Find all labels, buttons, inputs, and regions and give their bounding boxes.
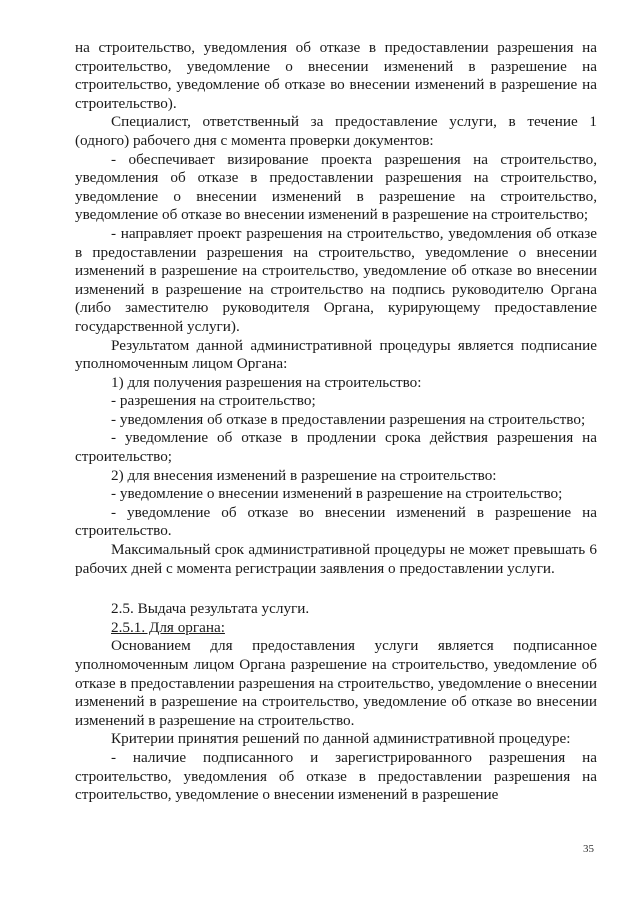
list-item: - уведомление об отказе во внесении изменений в разрешение на строительство. [75,503,597,540]
document-page [75,39,597,805]
list-item: - наличие подписанного и зарегистрированного разрешения на строительство, уведомления об отказе в предоставлении разрешения на строительство, уведомление о внесении изменений в разрешение [75,748,597,804]
paragraph: на строительство, уведомления об отказе в предоставлении разрешения на строительство, уведомление о внесении изменений в разрешение на строительство, уведомление об отказе во внесении изменений в разрешение на строительство). [75,39,597,112]
spacer [75,578,597,600]
paragraph: Максимальный срок административной процедуры не может превышать 6 рабочих дней с момента регистрации заявления о предоставлении услуги. [75,541,597,577]
list-item: - обеспечивает визирование проекта разрешения на строительство, уведомления об отказе в предоставлении разрешения на строительство, уведомление о внесении изменений в разрешение на строительство, уведомление об отказе во внесении изменений в разрешение на строительство; [75,150,597,224]
subsection-heading [75,619,597,638]
list-item: - уведомление об отказе в продлении срока действия разрешения на строительство; [75,429,597,466]
list-heading: 2) для внесения изменений в разрешение на строительство: [111,466,497,484]
page-number: 35 [583,843,594,855]
top-text-block [75,39,597,578]
list-item: - направляет проект разрешения на строительство, уведомления об отказе в предоставлении разрешения на строительство, уведомление о внесении изменений в разрешение на строительство, уведомление об отказе во внесении изменений в разрешение на строительство на подпись руководителю Органа (либо заместителю руководителя Органа, курирующему предоставление государственной услуги). [75,224,597,335]
paragraph: Основанием для предоставления услуги является подписанное уполномоченным лицом Органа разрешение на строительство, уведомление об отказе в предоставлении разрешения на строительство, уведомление о внесении изменений в разрешение на строительство, уведомление об отказе во внесении изменений в разрешение на строительство. [75,637,597,729]
paragraph: Результатом данной административной процедуры является подписание уполномоченным лицом Органа: [75,336,597,373]
paragraph: Критерии принятия решений по данной административной процедуре: [111,730,571,748]
section-heading: 2.5. Выдача результата услуги. [111,600,310,618]
list-item: - уведомление о внесении изменений в разрешение на строительство; [111,485,563,503]
list-item: - разрешения на строительство; [111,392,316,410]
list-heading: 1) для получения разрешения на строительство: [111,373,422,391]
subsection-heading-text: 2.5.1. Для органа: [111,618,225,636]
paragraph: Специалист, ответственный за предоставление услуги, в течение 1 (одного) рабочего дня с момента проверки документов: [75,113,597,149]
bottom-text-block [75,637,597,804]
list-item: - уведомления об отказе в предоставлении разрешения на строительство; [111,410,586,428]
